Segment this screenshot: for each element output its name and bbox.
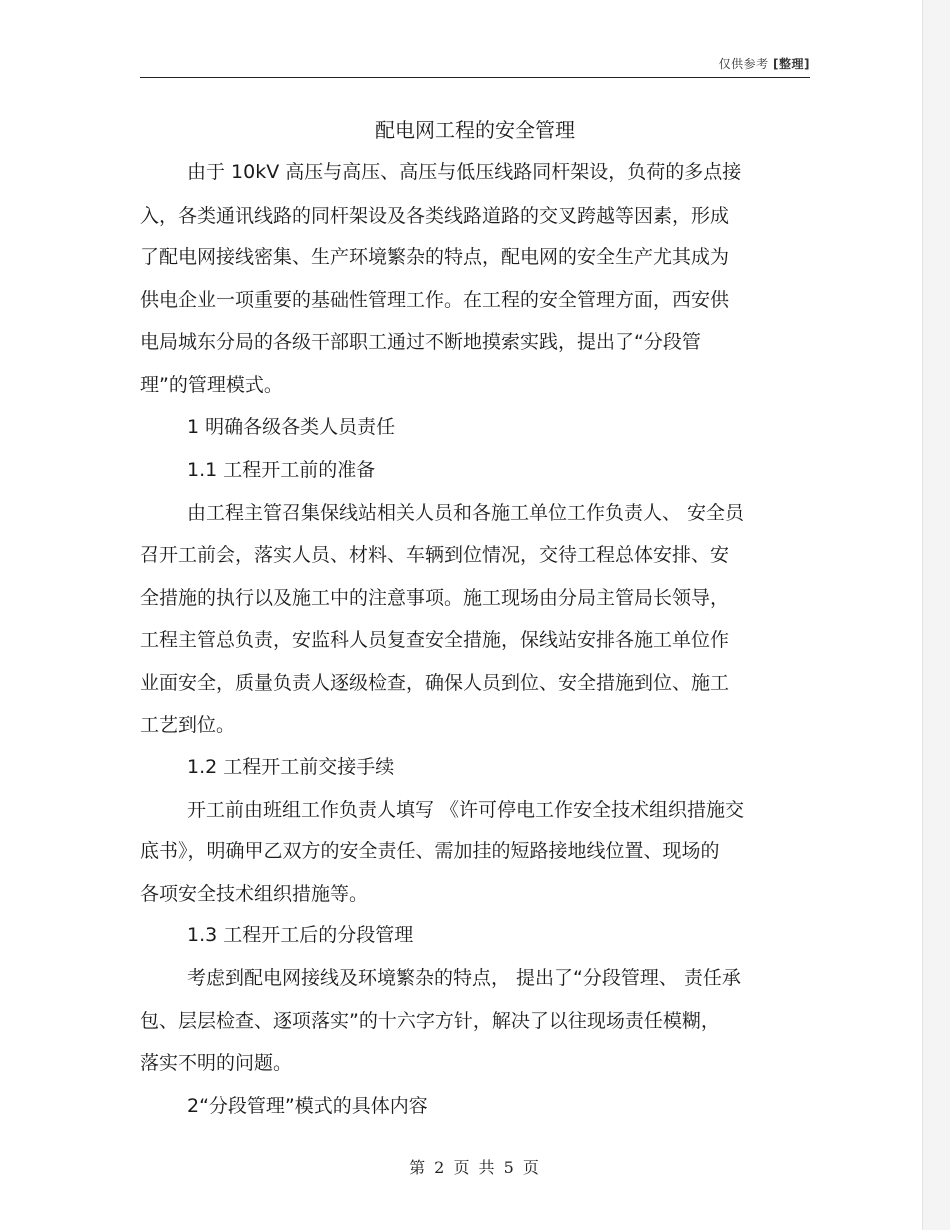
body-line: 底书》，明确甲乙双方的安全责任、需加挂的短路接地线位置、现场的 [140, 840, 720, 862]
body-line: 电局城东分局的各级干部职工通过不断地摸索实践，提出了“分段管 [140, 331, 701, 353]
body-line: 由工程主管召集保线站相关人员和各施工单位工作负责人、 安全员 [187, 502, 745, 524]
body-line: 入，各类通讯线路的同杆架设及各类线路道路的交叉跨越等因素，形成 [140, 205, 730, 227]
body-line: 全措施的执行以及施工中的注意事项。施工现场由分局主管局长领导， [140, 587, 730, 609]
header-rule [140, 77, 810, 78]
body-line: 工程主管总负责，安监科人员复查安全措施，保线站安排各施工单位作 [140, 629, 730, 651]
body-line: 了配电网接线密集、生产环境繁杂的特点，配电网的安全生产尤其成为 [140, 246, 730, 268]
document-title: 配电网工程的安全管理 [375, 118, 575, 142]
page-edge [922, 0, 950, 1230]
section-heading: 2“分段管理”模式的具体内容 [187, 1095, 428, 1117]
page-number-footer: 第 2 页 共 5 页 [409, 1158, 541, 1177]
body-line: 各项安全技术组织措施等。 [140, 883, 369, 905]
subsection-heading: 1.1 工程开工前的准备 [187, 459, 376, 481]
body-line: 理”的管理模式。 [140, 374, 283, 396]
body-line: 考虑到配电网接线及环境繁杂的特点， 提出了“分段管理、 责任承 [187, 967, 741, 989]
body-line: 由于 10kV 高压与高压、高压与低压线路同杆架设，负荷的多点接 [187, 161, 742, 183]
body-line: 开工前由班组工作负责人填写 《许可停电工作安全技术组织措施交 [187, 799, 745, 821]
section-heading: 1 明确各级各类人员责任 [187, 416, 396, 438]
body-line: 包、层层检查、逐项落实”的十六字方针，解决了以往现场责任模糊， [140, 1010, 720, 1032]
body-line: 落实不明的问题。 [140, 1052, 293, 1074]
header-note-text: 仅供参考 [718, 57, 769, 71]
body-line: 工艺到位。 [140, 714, 236, 736]
subsection-heading: 1.2 工程开工前交接手续 [187, 756, 395, 778]
body-line: 业面安全，质量负责人逐级检查，确保人员到位、安全措施到位、施工 [140, 672, 730, 694]
subsection-heading: 1.3 工程开工后的分段管理 [187, 924, 414, 946]
header-note-bracket: [整理] [773, 57, 810, 71]
body-line: 召开工前会，落实人员、材料、车辆到位情况，交待工程总体安排、安 [140, 544, 730, 566]
body-line: 供电企业一项重要的基础性管理工作。在工程的安全管理方面，西安供 [140, 289, 730, 311]
header-note [719, 55, 810, 72]
